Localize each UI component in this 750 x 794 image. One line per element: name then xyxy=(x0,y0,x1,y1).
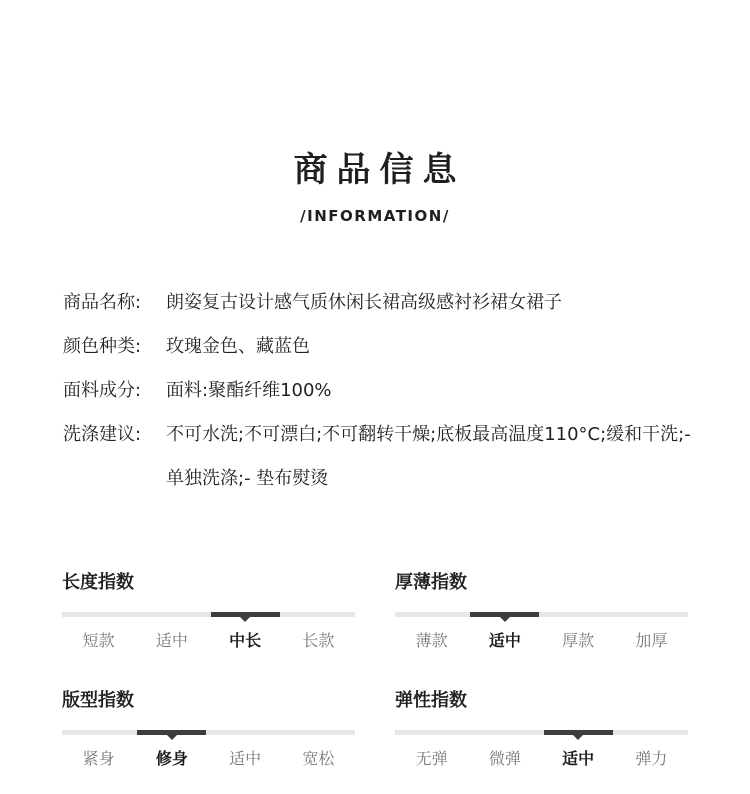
meter-title: 版型指数 xyxy=(62,690,134,711)
meter-option: 中长 xyxy=(229,631,262,650)
meter-option: 加厚 xyxy=(635,631,668,650)
section-header xyxy=(0,148,750,226)
info-label: 颜色种类: xyxy=(63,336,142,357)
meter-title: 长度指数 xyxy=(62,572,134,593)
meter-title: 厚薄指数 xyxy=(395,572,467,593)
meter-track xyxy=(62,730,355,735)
elasticity-index-meter xyxy=(395,689,688,768)
meter-title: 弹性指数 xyxy=(395,690,467,711)
info-row-fabric xyxy=(63,369,703,413)
meter-option: 弹力 xyxy=(635,749,668,768)
meter-indicator xyxy=(211,612,280,617)
info-value: 面料:聚酯纤维100% xyxy=(166,380,332,401)
meter-option: 薄款 xyxy=(415,631,448,650)
info-value: 不可水洗;不可漂白;不可翻转干燥;底板最高温度110°C;缓和干洗;- 单独洗涤;- 垫布熨烫 xyxy=(166,424,691,489)
meter-track xyxy=(395,730,688,735)
section-title: 商品信息 xyxy=(293,150,466,190)
meter-option: 适中 xyxy=(155,631,188,650)
info-row-washing xyxy=(63,413,703,501)
meter-option: 修身 xyxy=(155,749,188,768)
meter-track xyxy=(395,612,688,617)
meter-option: 微弹 xyxy=(488,749,521,768)
info-row-color xyxy=(63,325,703,369)
info-row-name xyxy=(63,281,703,325)
meter-option: 宽松 xyxy=(302,749,335,768)
meter-indicator xyxy=(137,730,206,735)
info-value: 朗姿复古设计感气质休闲长裙高级感衬衫裙女裙子 xyxy=(166,292,562,313)
section-subtitle: /INFORMATION/ xyxy=(300,207,450,225)
meter-option: 无弹 xyxy=(415,749,448,768)
meter-track xyxy=(62,612,355,617)
fit-index-meter xyxy=(62,689,355,768)
meter-option: 厚款 xyxy=(562,631,595,650)
meter-option: 短款 xyxy=(82,631,115,650)
product-info-list xyxy=(63,281,703,501)
info-value: 玫瑰金色、藏蓝色 xyxy=(166,336,310,357)
info-label: 面料成分: xyxy=(63,380,142,401)
meter-indicator xyxy=(544,730,613,735)
meter-option: 适中 xyxy=(488,631,521,650)
info-label: 商品名称: xyxy=(63,292,142,313)
meter-indicator xyxy=(470,612,539,617)
thickness-index-meter xyxy=(395,571,688,650)
info-label: 洗涤建议: xyxy=(63,424,142,445)
meter-option: 适中 xyxy=(562,749,595,768)
meter-option: 长款 xyxy=(302,631,335,650)
meter-option: 紧身 xyxy=(82,749,115,768)
length-index-meter xyxy=(62,571,355,650)
meter-option: 适中 xyxy=(229,749,262,768)
